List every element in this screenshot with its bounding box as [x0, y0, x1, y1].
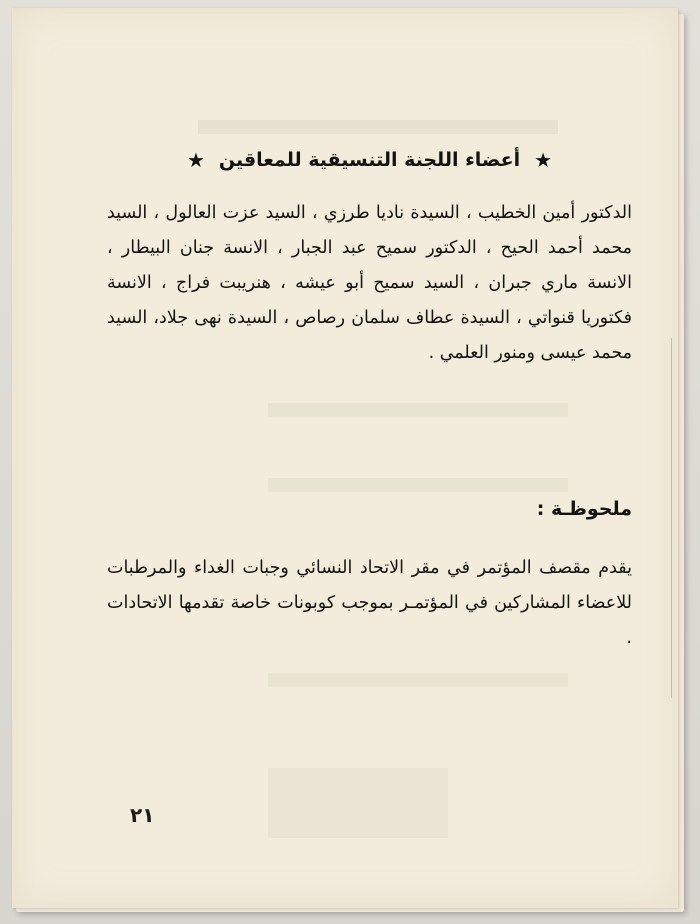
show-through-shadow: [268, 673, 568, 687]
show-through-shadow: [268, 403, 568, 417]
star-icon: ★: [186, 148, 205, 172]
note-title: ملحوظـة :: [536, 498, 632, 520]
booklet-page: [12, 8, 678, 908]
section-heading: [107, 148, 632, 172]
show-through-shadow: [268, 478, 568, 492]
page-content: [107, 148, 632, 648]
heading-text: أعضاء اللجنة التنسيقية للمعاقين: [218, 149, 521, 171]
page-fold-edge: [665, 338, 672, 698]
show-through-shadow: [198, 120, 558, 134]
page-number: ٢١: [130, 803, 155, 827]
show-through-shadow: [268, 768, 448, 838]
members-paragraph: الدكتور أمين الخطيب ، السيدة ناديا طرزي ، السيد عزت العالول ، السيد محمد أحمد الحيح ، الدكتور سميح عبد الجبار ، الانسة جنان البيطار ، الانسة ماري جبران ، السيد سميح أبو عيشه ، هنريبت فراج ، الانسة فكتوريا قنواتي ، السيدة عطاف سلمان رصاص ، السيدة نهى جلاد، السيد محمد عيسى ومنور العلمي .: [107, 203, 632, 363]
note-paragraph: يقدم مقصف المؤتمر في مقر الاتحاد النسائي وجبات الغداء والمرطبات للاعضاء المشاركين في المؤتمـر بموجب كوبونات خاصة تقدمها الاتحادات .: [107, 558, 632, 648]
star-icon: ★: [534, 148, 553, 172]
